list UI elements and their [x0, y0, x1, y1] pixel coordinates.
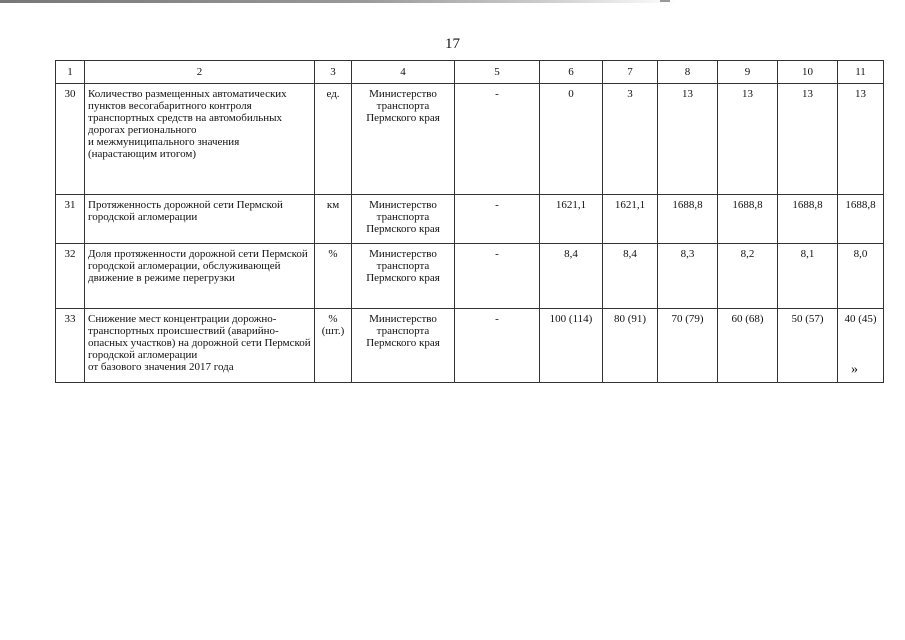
page-number: 17 — [445, 36, 460, 52]
unit-cell: ед. — [315, 84, 352, 195]
unit-cell: % (шт.) — [315, 309, 352, 383]
responsible-org: Министерство транспорта Пермского края — [352, 244, 455, 309]
indicators-table — [55, 60, 884, 383]
value-cell: 1621,1 — [603, 195, 658, 244]
table-row — [56, 244, 884, 309]
unit-cell: км — [315, 195, 352, 244]
column-header: 3 — [315, 61, 352, 84]
column-header: 6 — [540, 61, 603, 84]
responsible-org: Министерство транспорта Пермского края — [352, 195, 455, 244]
table-row — [56, 195, 884, 244]
column-header: 7 — [603, 61, 658, 84]
responsible-org: Министерство транспорта Пермского края — [352, 309, 455, 383]
value-cell: 1621,1 — [540, 195, 603, 244]
value-cell: 3 — [603, 84, 658, 195]
row-number: 33 — [56, 309, 85, 383]
value-cell: 80 (91) — [603, 309, 658, 383]
table-row — [56, 84, 884, 195]
value-cell: 8,4 — [603, 244, 658, 309]
column-header: 1 — [56, 61, 85, 84]
value-cell: 8,2 — [718, 244, 778, 309]
value-cell: 1688,8 — [778, 195, 838, 244]
column-header: 9 — [718, 61, 778, 84]
base-value: - — [455, 244, 540, 309]
responsible-org: Министерство транспорта Пермского края — [352, 84, 455, 195]
base-value: - — [455, 195, 540, 244]
column-header: 8 — [658, 61, 718, 84]
column-header: 5 — [455, 61, 540, 84]
table-row — [56, 309, 884, 383]
value-cell: 1688,8 — [718, 195, 778, 244]
header-row — [56, 61, 884, 84]
row-number: 30 — [56, 84, 85, 195]
column-header: 2 — [85, 61, 315, 84]
value-cell: 13 — [838, 84, 884, 195]
indicator-name: Количество размещенных автоматических пунктов весогабаритного контроля транспортных средств на автомобильных дорогах регионального и межмуниципального значения (нарастающим итогом) — [85, 84, 315, 195]
base-value: - — [455, 309, 540, 383]
closing-quote: » — [851, 362, 858, 377]
value-cell: 100 (114) — [540, 309, 603, 383]
value-cell: 70 (79) — [658, 309, 718, 383]
value-cell: 8,1 — [778, 244, 838, 309]
column-header: 11 — [838, 61, 884, 84]
value-cell: 60 (68) — [718, 309, 778, 383]
scan-edge-top — [0, 0, 905, 3]
value-cell: 40 (45) — [838, 309, 884, 383]
value-cell: 13 — [778, 84, 838, 195]
value-cell: 8,3 — [658, 244, 718, 309]
value-cell: 1688,8 — [838, 195, 884, 244]
value-cell: 8,4 — [540, 244, 603, 309]
indicator-name: Доля протяженности дорожной сети Пермской городской агломерации, обслуживающей движение в режиме перегрузки — [85, 244, 315, 309]
value-cell: 13 — [718, 84, 778, 195]
indicator-name: Снижение мест концентрации дорожно-транспортных происшествий (аварийно-опасных участков) на дорожной сети Пермской городской агломерации от базового значения 2017 года — [85, 309, 315, 383]
value-cell: 50 (57) — [778, 309, 838, 383]
base-value: - — [455, 84, 540, 195]
row-number: 32 — [56, 244, 85, 309]
unit-cell: % — [315, 244, 352, 309]
indicator-name: Протяженность дорожной сети Пермской городской агломерации — [85, 195, 315, 244]
value-cell: 0 — [540, 84, 603, 195]
column-header: 4 — [352, 61, 455, 84]
value-cell: 13 — [658, 84, 718, 195]
row-number: 31 — [56, 195, 85, 244]
column-header: 10 — [778, 61, 838, 84]
value-cell: 8,0 — [838, 244, 884, 309]
value-cell: 1688,8 — [658, 195, 718, 244]
scan-mark — [660, 0, 670, 2]
